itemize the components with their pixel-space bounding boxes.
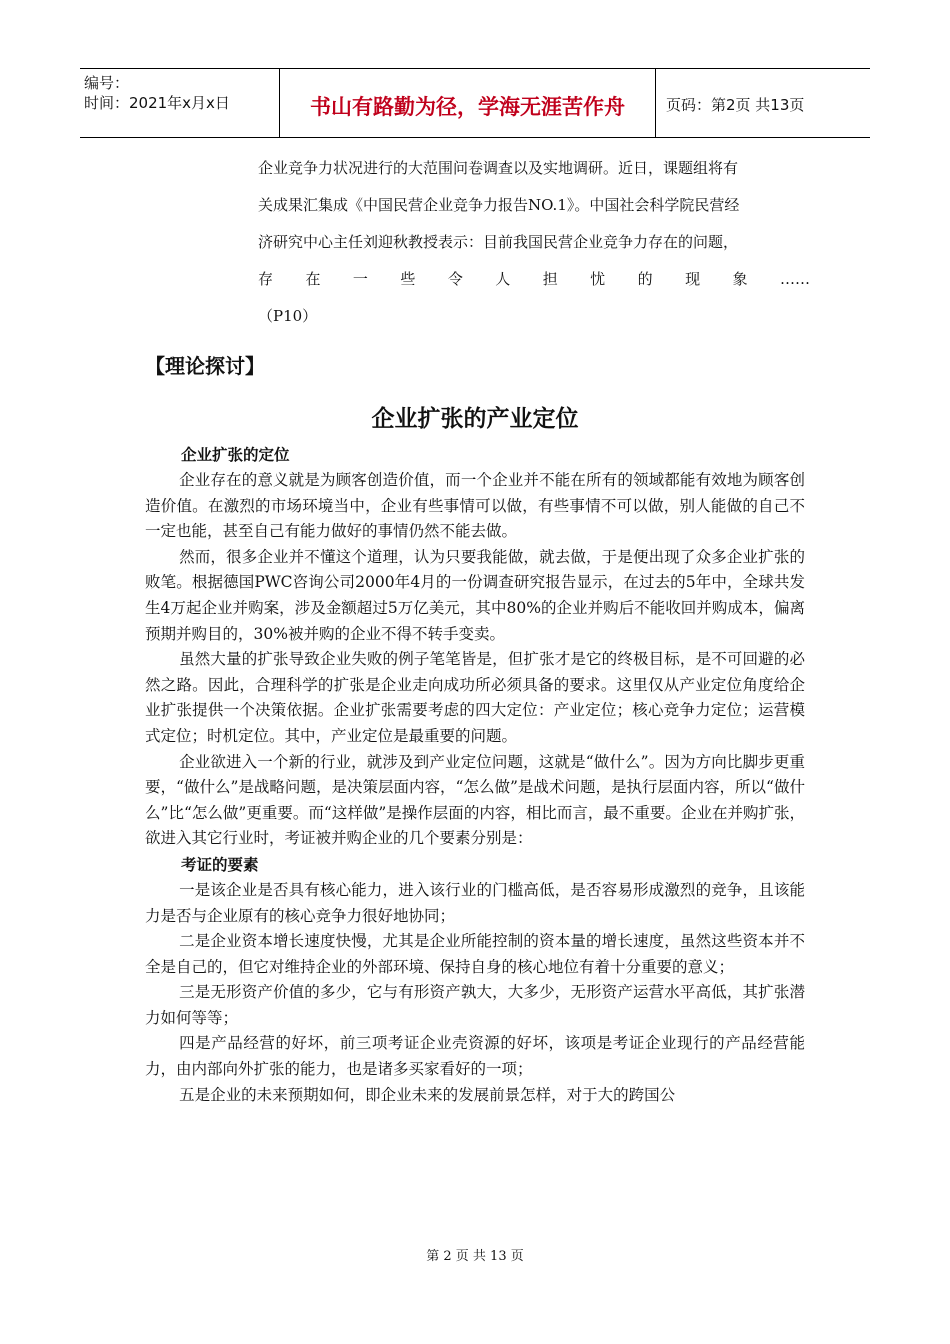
- section-label: 【理论探讨】: [145, 354, 265, 378]
- factor-paragraph: 五是企业的未来预期如何，即企业未来的发展前景怎样，对于大的跨国公: [179, 1085, 676, 1104]
- factor-paragraph: 一是该企业是否具有核心能力，进入该行业的门槛高低，是否容易形成激烈的竞争，且该能力是否与企业原有的核心竞争力很好地协同；: [145, 880, 805, 925]
- intro-line: 济研究中心主任刘迎秋教授表示：目前我国民营企业竞争力存在的问题，: [258, 233, 739, 251]
- page-footer: [0, 1245, 950, 1264]
- article-body: [145, 442, 805, 1108]
- header-meta: [80, 69, 280, 137]
- document-number-label: 编号：: [84, 74, 130, 92]
- header-page-info: [656, 69, 870, 137]
- intro-line: 关成果汇集成《中国民营企业竞争力报告NO.1》。中国社会科学院民营经: [258, 196, 740, 214]
- paragraph: 虽然大量的扩张导致企业失败的例子笔笔皆是，但扩张才是它的终极目标，是不可回避的必然之路。因此，合理科学的扩张是企业走向成功所必须具备的要求。这里仅从产业定位角度给企业扩张提供一个决策依据。企业扩张需要考虑的四大定位：产业定位；核心竞争力定位；运营模式定位；时机定位。其中，产业定位是最重要的问题。: [145, 650, 805, 745]
- article-title: 企业扩张的产业定位: [371, 406, 579, 432]
- document-time-label: 时间：2021年x月x日: [84, 94, 230, 112]
- subheading: 考证的要素: [181, 855, 259, 874]
- page-header: [80, 68, 870, 138]
- footer-page-number: 第 2 页 共 13 页: [426, 1249, 524, 1264]
- subheading: 企业扩张的定位: [181, 446, 290, 464]
- factor-paragraph: 三是无形资产价值的多少，它与有形资产孰大，大多少，无形资产运营水平高低，其扩张潜力如何等等；: [145, 983, 805, 1027]
- paragraph: 企业存在的意义就是为顾客创造价值，而一个企业并不能在所有的领域都能有效地为顾客创造价值。在激烈的市场环境当中，企业有些事情可以做，有些事情不可以做，别人能做的自己不一定也能，甚至自己有能力做好的事情仍然不能去做。: [145, 471, 805, 541]
- intro-line: 企业竞争力状况进行的大范围问卷调查以及实地调研。近日，课题组将有: [258, 159, 739, 177]
- factor-paragraph: 四是产品经营的好坏，前三项考证企业壳资源的好坏，该项是考证企业现行的产品经营能力，由内部向外扩张的能力，也是诸多买家看好的一项；: [145, 1034, 805, 1079]
- motto-text: 书山有路勤为径，学海无涯苦作舟: [310, 95, 625, 119]
- paragraph: 然而，很多企业并不懂这个道理，认为只要我能做，就去做，于是便出现了众多企业扩张的败笔。根据德国PWC咨询公司2000年4月的一份调查研究报告显示，在过去的5年中，全球共发生4万起企业并购案，涉及金额超过5万亿美元，其中80%的企业并购后不能收回并购成本，偏离预期并购目的，30%被并购的企业不得不转手变卖。: [145, 547, 805, 643]
- paragraph: 企业欲进入一个新的行业，就涉及到产业定位问题，这就是“做什么”。因为方向比脚步更重要，“做什么”是战略问题，是决策层面内容，“怎么做”是战术问题，是执行层面内容，所以“做什么”比“怎么做”更重要。而“这样做”是操作层面的内容，相比而言，最不重要。企业在并购扩张，欲进入其它行业时，考证被并购企业的几个要素分别是：: [145, 752, 805, 848]
- header-motto: [280, 69, 656, 137]
- intro-block: [258, 150, 810, 335]
- intro-line: （P10）: [258, 307, 318, 325]
- page-number-label: 页码：第2页 共13页: [666, 95, 805, 114]
- factor-paragraph: 二是企业资本增长速度快慢，尤其是企业所能控制的资本量的增长速度，虽然这些资本并不全是自己的，但它对维持企业的外部环境、保持自身的核心地位有着十分重要的意义；: [145, 932, 805, 976]
- intro-line: 存在一些令人担忧的现象……: [258, 270, 810, 288]
